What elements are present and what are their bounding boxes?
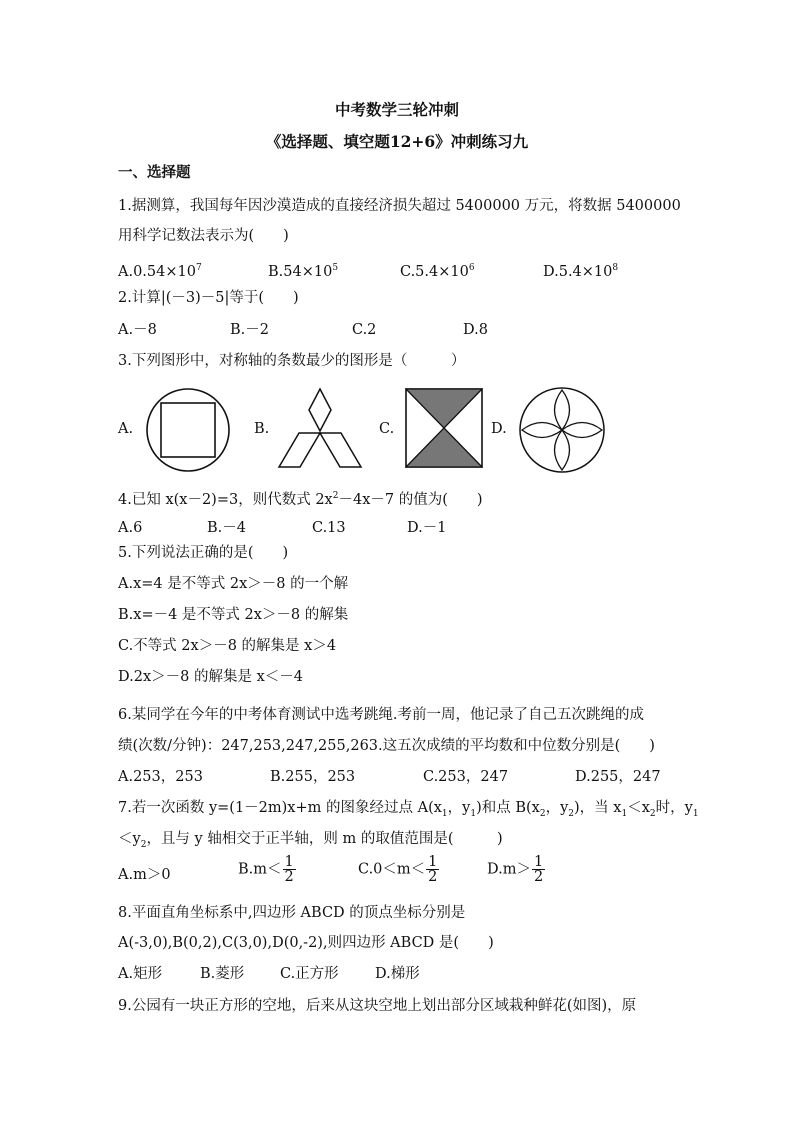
q8-option-a: A.矩形 xyxy=(118,966,163,982)
q6-option-d: D.255，247 xyxy=(575,769,661,785)
figure-b-three-rhombi xyxy=(277,387,363,471)
q1-line2: 用科学记数法表示为( ) xyxy=(118,228,289,244)
q7-option-b: B.m＜ $\frac{1}{2}$ xyxy=(238,854,294,885)
page-subtitle: 《选择题、填空题12+6》冲刺练习九 xyxy=(265,132,529,151)
q3-label-b: B. xyxy=(254,421,270,437)
q4-option-c: C.13 xyxy=(312,520,346,536)
q4-option-a: A.6 xyxy=(118,520,143,536)
q5-option-c: C.不等式 2x＞－8 的解集是 x＞4 xyxy=(118,638,337,654)
q1-option-b: $B.54\times 10^5$ xyxy=(268,263,339,280)
q4-option-b: B.－4 xyxy=(207,520,246,536)
q7-option-d: D.m＞ $\frac{1}{2}$ xyxy=(487,854,544,885)
q7-line2: $<y_2$，且与 y 轴相交于正半轴，则 m 的取值范围是( ) xyxy=(118,831,503,850)
q8-line1: 8.平面直角坐标系中,四边形 ABCD 的顶点坐标分别是 xyxy=(118,905,466,921)
page-title: 中考数学三轮冲刺 xyxy=(334,100,459,119)
q4-stem: 4.已知 x(x－2)=3，则代数式 $2x^2-4x-7$ 的值为( ) xyxy=(118,491,483,508)
q7-option-a: A.m＞0 xyxy=(118,867,171,883)
q1-option-a: $A.0.54\times 10^7$ xyxy=(118,263,202,280)
q1-line1: 1.据测算，我国每年因沙漠造成的直接经济损失超过 5400000 万元，将数据 5400000 xyxy=(118,198,681,214)
q4-option-d: D.－1 xyxy=(407,520,447,536)
q3-stem: 3.下列图形中，对称轴的条数最少的图形是（ ） xyxy=(118,353,466,369)
q2-option-b: B.－2 xyxy=(230,322,269,338)
q6-line2: 绩(次数/分钟)：247,253,247,255,263.这五次成绩的平均数和中位数分别是( ) xyxy=(118,738,655,754)
q9-line1: 9.公园有一块正方形的空地，后来从这块空地上划出部分区域栽种鲜花(如图)，原 xyxy=(118,998,637,1014)
q2-option-d: D.8 xyxy=(463,322,488,338)
figure-a-circle-square xyxy=(144,386,232,474)
q5-option-b: B.x=－4 是不等式 2x＞－8 的解集 xyxy=(118,607,349,623)
q6-line1: 6.某同学在今年的中考体育测试中选考跳绳.考前一周，他记录了自己五次跳绳的成 xyxy=(118,707,644,723)
q5-option-d: D.2x＞－8 的解集是 x＜－4 xyxy=(118,669,303,685)
section-heading: 一、选择题 xyxy=(118,164,191,181)
q3-label-d: D. xyxy=(491,421,507,437)
q8-option-b: B.菱形 xyxy=(200,966,245,982)
q1-option-d: $D.5.4\times 10^8$ xyxy=(543,263,619,280)
q3-label-a: A. xyxy=(118,421,134,437)
q2-option-c: C.2 xyxy=(352,322,377,338)
figure-d-circle-petals xyxy=(517,385,607,475)
q7-option-c: C.0＜m＜ $\frac{1}{2}$ xyxy=(358,854,438,885)
q8-option-d: D.梯形 xyxy=(375,966,420,982)
q1-option-c: $C.5.4\times 10^6$ xyxy=(400,263,475,280)
q2-option-a: A.－8 xyxy=(118,322,157,338)
q3-label-c: C. xyxy=(379,421,395,437)
q6-option-b: B.255，253 xyxy=(270,769,356,785)
q2-stem: 2.计算|(－3)－5|等于( ) xyxy=(118,290,299,306)
q6-option-c: C.253，247 xyxy=(423,769,509,785)
q5-stem: 5.下列说法正确的是( ) xyxy=(118,545,289,561)
q7-line1: 7.若一次函数 y=(1－2m)x+m 的图象经过点 $A(x_1$，$y_1$)和点 $B(x_2$，$y_2$)，当 $x_1<x_2$时，$y_1$ xyxy=(118,800,699,819)
q8-option-c: C.正方形 xyxy=(280,966,339,982)
q8-line2: A(-3,0),B(0,2),C(3,0),D(0,-2),则四边形 ABCD 是( ) xyxy=(118,935,494,951)
q6-option-a: A.253，253 xyxy=(118,769,203,785)
figure-c-shaded-square xyxy=(405,388,483,468)
q5-option-a: A.x=4 是不等式 2x＞－8 的一个解 xyxy=(118,576,349,592)
